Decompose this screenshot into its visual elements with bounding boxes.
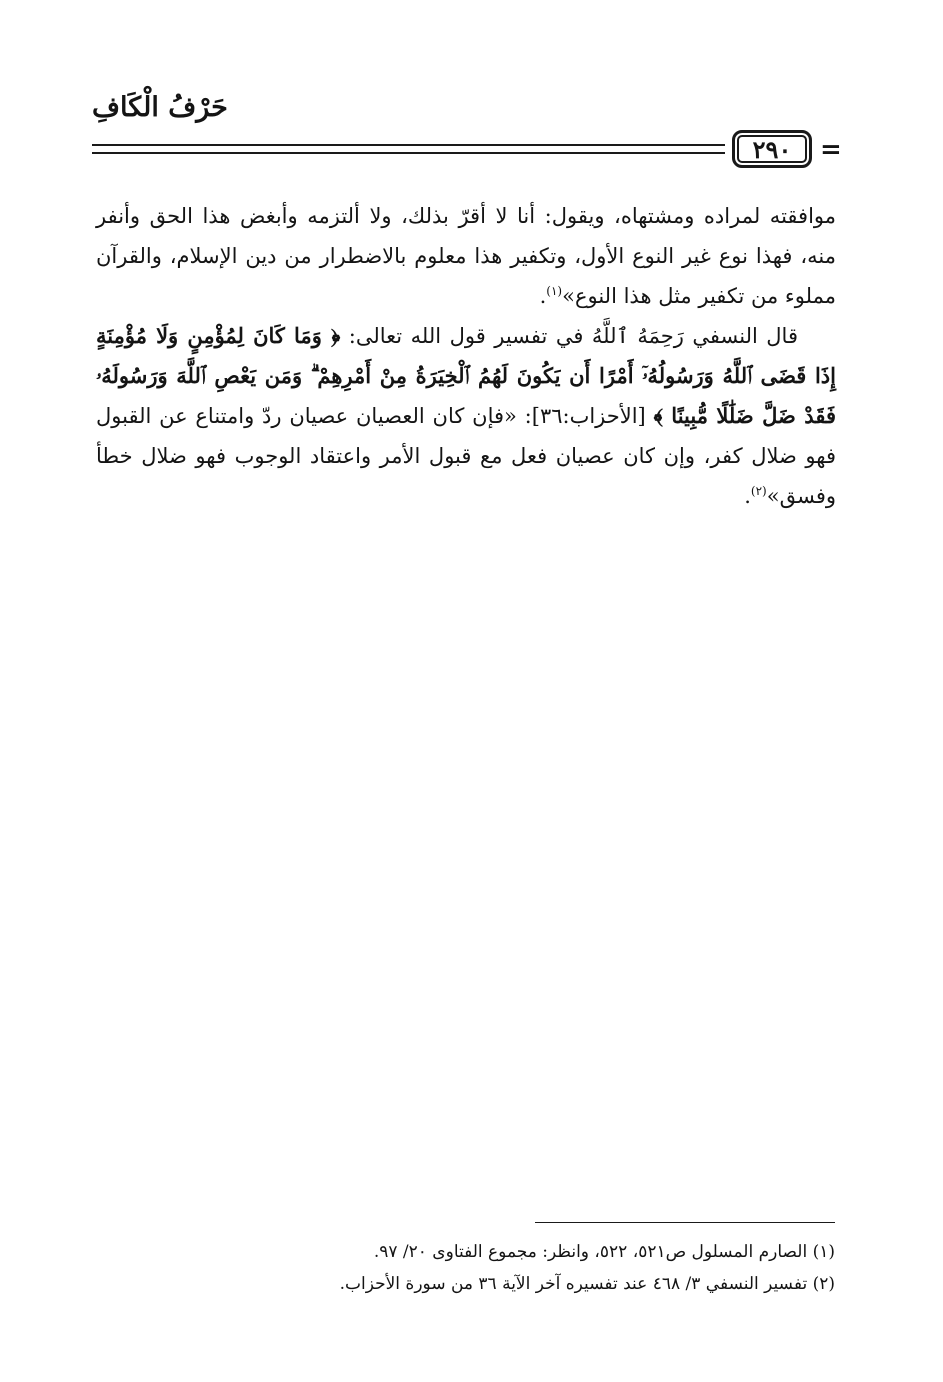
- paragraph-2: [96, 316, 836, 516]
- footnote-separator: [535, 1222, 835, 1223]
- main-text: [96, 196, 836, 516]
- paragraph-1-end: .: [539, 284, 547, 308]
- paragraph-1: [96, 196, 836, 316]
- paragraph-2-text: «فإن كان العصيان عصيان ردّ وامتناع عن القبول فهو ضلال كفر، وإن كان عصيان فعل مع قبول الأمر واعتقاد الوجوب فهو ضلال خطأ وفسق»: [96, 404, 836, 508]
- running-title: حَرْفُ الْكَافِ: [92, 92, 228, 123]
- footnote-2: (٢) تفسير النسفي ٣/ ٤٦٨ عند تفسيره آخر الآية ٣٦ من سورة الأحزاب.: [339, 1274, 835, 1294]
- paragraph-2-end: .: [744, 484, 751, 508]
- page-number: ٢٩٠: [732, 130, 812, 168]
- quran-verse: ﴿ وَمَا كَانَ لِمُؤْمِنٍ وَلَا مُؤْمِنَةٍ إِذَا قَضَى ٱللَّهُ وَرَسُولُهُۥٓ أَمْرًا أَن يَكُونَ لَهُمُ ٱلْخِيَرَةُ مِنْ أَمْرِهِمْ ۗ وَمَن يَعْصِ ٱللَّهَ وَرَسُولَهُۥ فَقَدْ ضَلَّ ضَلَٰلًا مُّبِينًا ﴾: [96, 323, 836, 428]
- footnote-ref-2: (٢): [750, 484, 767, 498]
- footnote-ref-1: (١): [546, 284, 563, 298]
- header-ornament: =: [820, 135, 842, 165]
- header-rule-top: [92, 144, 725, 146]
- paragraph-1-text: موافقته لمراده ومشتهاه، ويقول: أنا لا أقرّ بذلك، ولا ألتزمه وأبغض هذا الحق وأنفر منه، فهذا نوع غير النوع الأول، وتكفير هذا معلوم بالاضطرار من دين الإسلام، والقرآن مملوء من تكفير مثل هذا النوع»: [96, 204, 836, 308]
- footnotes: [150, 1236, 835, 1300]
- header-rule-bottom: [92, 152, 725, 154]
- verse-citation: [الأحزاب:٣٦]:: [516, 404, 654, 428]
- paragraph-2-intro: قال النسفي رَحِمَهُ ٱللَّهُ في تفسير قول الله تعالى:: [340, 324, 798, 348]
- page-header-bar: [92, 130, 842, 174]
- footnote-1: (١) الصارم المسلول ص٥٢١، ٥٢٢، وانظر: مجموع الفتاوى ٢٠/ ٩٧.: [373, 1242, 835, 1262]
